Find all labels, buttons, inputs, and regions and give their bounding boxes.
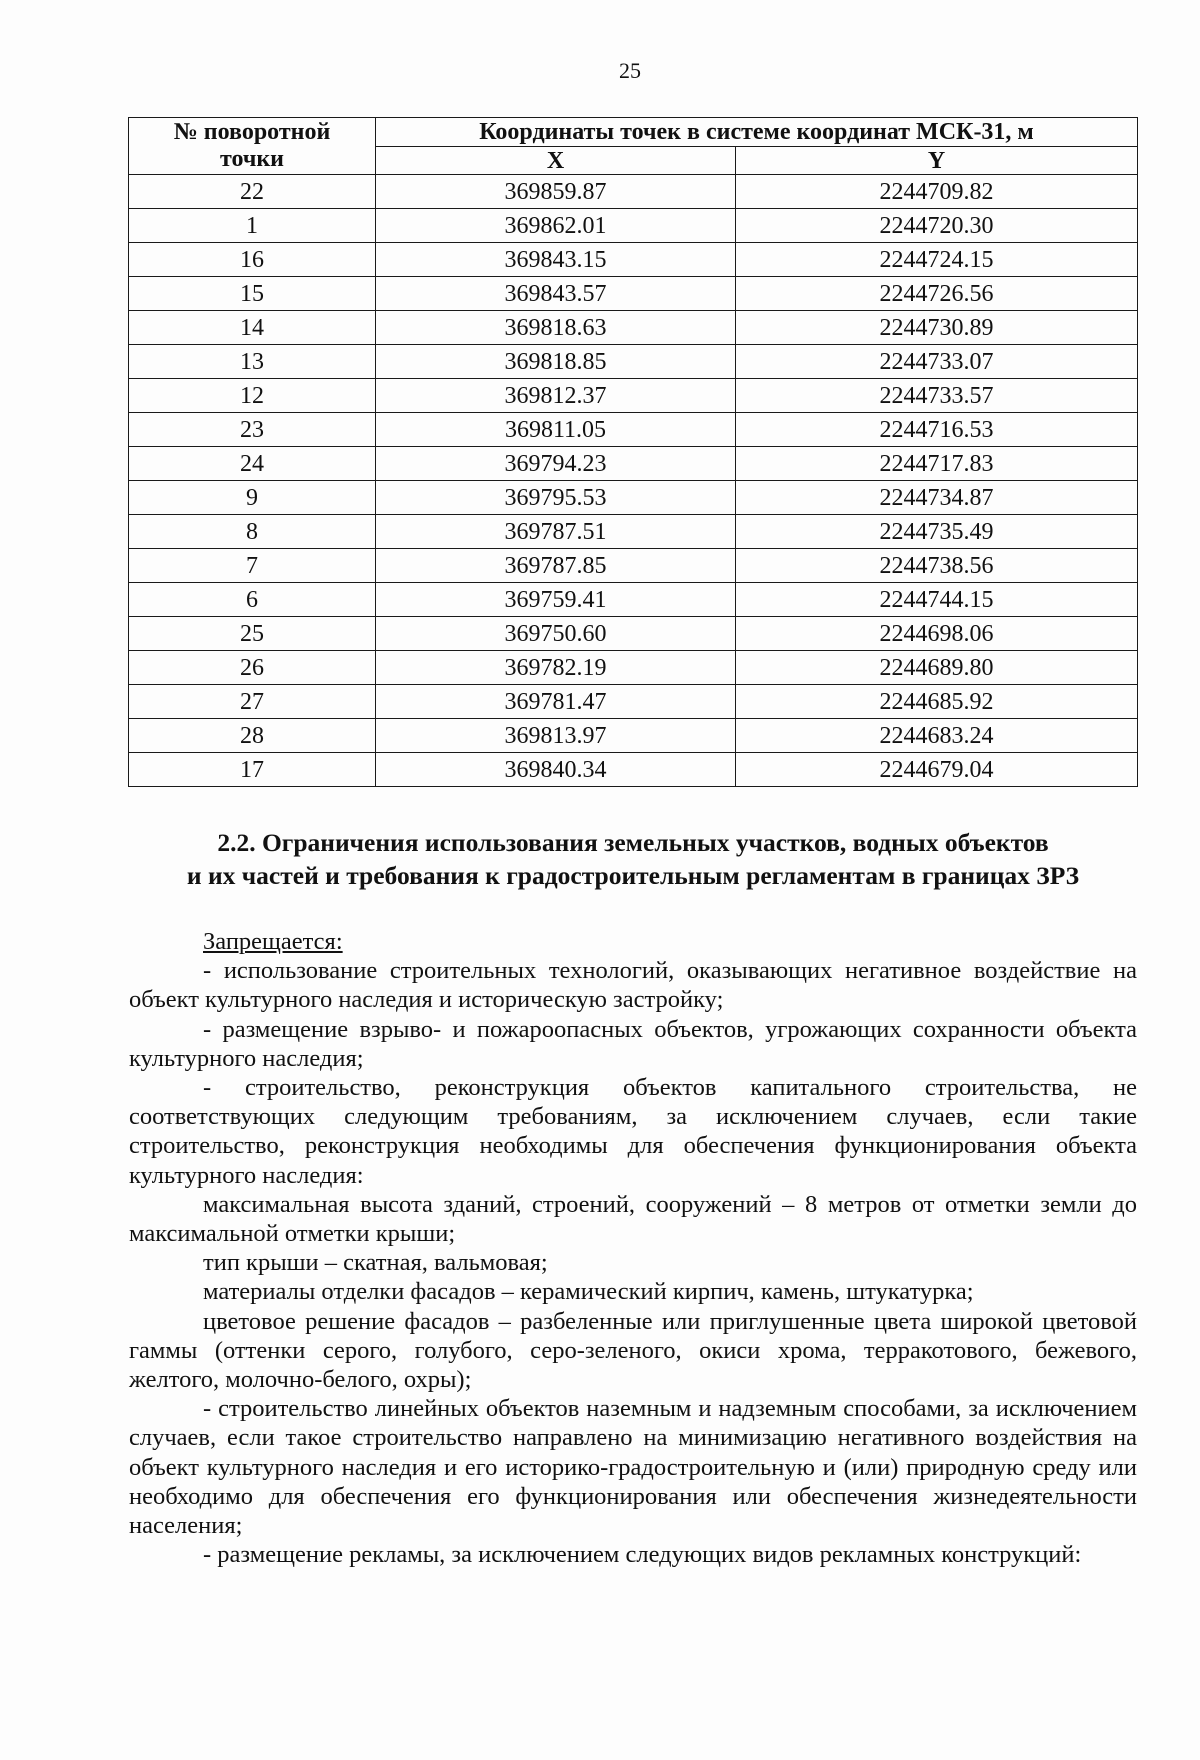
body-text: [129, 927, 1137, 1569]
body-paragraph: материалы отделки фасадов – керамический кирпич, камень, штукатурка;: [203, 1278, 974, 1306]
coordinates-table: [128, 117, 1138, 787]
cell-y: 2244744.15: [736, 583, 1138, 617]
table-row: [129, 515, 1138, 549]
section-title-line2: и их частей и требования к градостроительным регламентам в границах ЗРЗ: [186, 861, 1080, 890]
cell-point: 15: [129, 277, 376, 311]
cell-y: 2244685.92: [736, 685, 1138, 719]
cell-y: 2244683.24: [736, 719, 1138, 753]
cell-x: 369759.41: [376, 583, 736, 617]
body-paragraph: цветовое решение фасадов – разбеленные или приглушенные цвета широкой цветовой гаммы (оттенки серого, голубого, серо-зеленого, окиси хрома, терракотового, бежевого, желтого, молочно-белого, охры);: [129, 1307, 1137, 1394]
cell-y: 2244689.80: [736, 651, 1138, 685]
cell-y: 2244724.15: [736, 243, 1138, 277]
cell-point: 23: [129, 413, 376, 447]
table-row: [129, 447, 1138, 481]
header-coordinates: Координаты точек в системе координат МСК-31, м: [376, 118, 1138, 147]
cell-point: 22: [129, 175, 376, 209]
cell-x: 369781.47: [376, 685, 736, 719]
cell-y: 2244733.57: [736, 379, 1138, 413]
body-paragraph: - размещение рекламы, за исключением следующих видов рекламных конструкций:: [203, 1541, 1082, 1569]
page-number: 25: [619, 58, 641, 83]
cell-point: 24: [129, 447, 376, 481]
section-title-line1: 2.2. Ограничения использования земельных участков, водных объектов: [217, 828, 1049, 857]
header-y: Y: [736, 147, 1138, 175]
cell-y: 2244709.82: [736, 175, 1138, 209]
table-row: [129, 413, 1138, 447]
table-row: [129, 379, 1138, 413]
body-paragraph: - размещение взрыво- и пожароопасных объектов, угрожающих сохранности объекта культурного наследия;: [129, 1015, 1137, 1072]
cell-point: 16: [129, 243, 376, 277]
header-point-line1: № поворотной: [173, 119, 331, 145]
cell-point: 6: [129, 583, 376, 617]
table-row: [129, 685, 1138, 719]
table-row: [129, 753, 1138, 787]
cell-point: 14: [129, 311, 376, 345]
cell-y: 2244735.49: [736, 515, 1138, 549]
cell-y: 2244717.83: [736, 447, 1138, 481]
cell-point: 17: [129, 753, 376, 787]
cell-point: 1: [129, 209, 376, 243]
cell-y: 2244679.04: [736, 753, 1138, 787]
table-row: [129, 209, 1138, 243]
table-row: [129, 583, 1138, 617]
table-row: [129, 481, 1138, 515]
cell-point: 25: [129, 617, 376, 651]
cell-x: 369818.63: [376, 311, 736, 345]
table-row: [129, 549, 1138, 583]
cell-x: 369795.53: [376, 481, 736, 515]
table-row: [129, 311, 1138, 345]
cell-point: 27: [129, 685, 376, 719]
section-title: [128, 826, 1138, 892]
table-row: [129, 617, 1138, 651]
cell-y: 2244733.07: [736, 345, 1138, 379]
cell-x: 369812.37: [376, 379, 736, 413]
table-row: [129, 243, 1138, 277]
cell-y: 2244734.87: [736, 481, 1138, 515]
cell-x: 369794.23: [376, 447, 736, 481]
cell-x: 369843.15: [376, 243, 736, 277]
cell-y: 2244730.89: [736, 311, 1138, 345]
cell-x: 369787.85: [376, 549, 736, 583]
cell-y: 2244738.56: [736, 549, 1138, 583]
table-row: [129, 175, 1138, 209]
cell-point: 26: [129, 651, 376, 685]
cell-y: 2244726.56: [736, 277, 1138, 311]
cell-x: 369818.85: [376, 345, 736, 379]
cell-x: 369811.05: [376, 413, 736, 447]
body-paragraph: максимальная высота зданий, строений, сооружений – 8 метров от отметки земли до максимальной отметки крыши;: [129, 1190, 1137, 1248]
cell-x: 369750.60: [376, 617, 736, 651]
table-row: [129, 651, 1138, 685]
body-paragraph: тип крыши – скатная, вальмовая;: [203, 1249, 548, 1277]
cell-x: 369840.34: [376, 753, 736, 787]
cell-x: 369862.01: [376, 209, 736, 243]
table-row: [129, 345, 1138, 379]
cell-x: 369843.57: [376, 277, 736, 311]
cell-y: 2244720.30: [736, 209, 1138, 243]
table-row: [129, 719, 1138, 753]
cell-point: 7: [129, 549, 376, 583]
cell-x: 369859.87: [376, 175, 736, 209]
cell-point: 9: [129, 481, 376, 515]
body-paragraph: - строительство, реконструкция объектов капитального строительства, не соответствующих следующим требованиям, за исключением случаев, если такие строительство, реконструкция необходимы для обеспечения функционирования объекта культурного наследия:: [129, 1074, 1137, 1189]
cell-y: 2244716.53: [736, 413, 1138, 447]
cell-point: 12: [129, 379, 376, 413]
cell-x: 369782.19: [376, 651, 736, 685]
header-point-number: [129, 118, 376, 175]
cell-y: 2244698.06: [736, 617, 1138, 651]
prohibited-label: Запрещается:: [203, 928, 343, 955]
body-paragraph: - использование строительных технологий, оказывающих негативное воздействие на объект культурного наследия и историческую застройку;: [129, 957, 1137, 1014]
header-point-line2: точки: [219, 146, 285, 172]
cell-x: 369813.97: [376, 719, 736, 753]
cell-point: 28: [129, 719, 376, 753]
cell-point: 8: [129, 515, 376, 549]
header-x: X: [376, 147, 736, 175]
cell-point: 13: [129, 345, 376, 379]
cell-x: 369787.51: [376, 515, 736, 549]
body-paragraph: - строительство линейных объектов наземным и надземным способами, за исключением случаев, если такое строительство направлено на минимизацию негативного воздействия на объект культурного наследия и его историко-градостроительную и (или) природную среду или необходимо для обеспечения его функционирования или обеспечения жизнедеятельности населения;: [129, 1395, 1137, 1540]
table-row: [129, 277, 1138, 311]
